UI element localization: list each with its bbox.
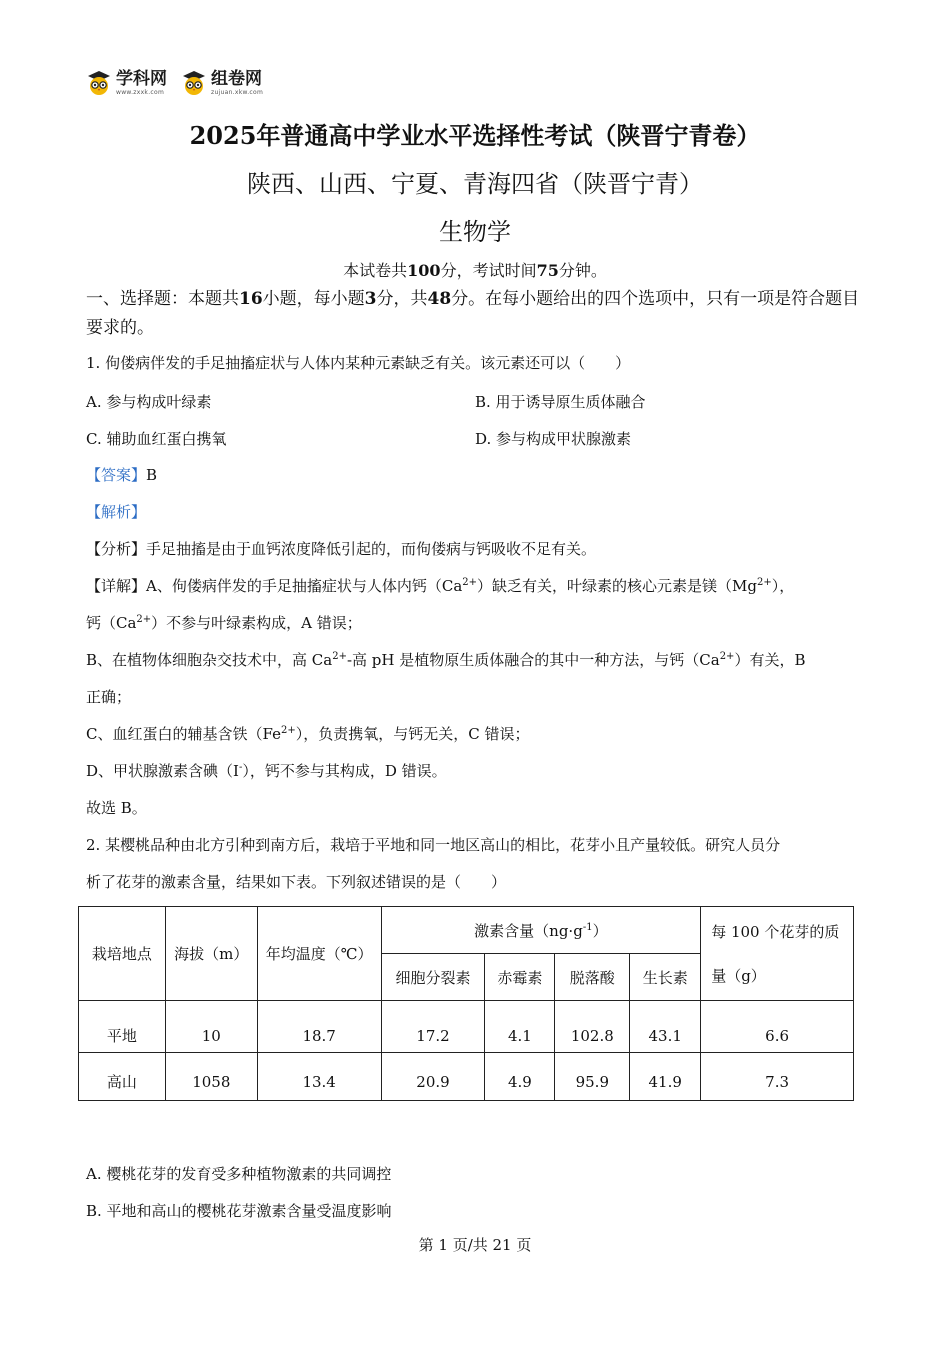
subject-title: 生物学 bbox=[439, 218, 511, 246]
detail-text: A、佝偻病伴发的手足抽搐症状与人体内钙（Ca bbox=[146, 577, 463, 595]
table-cell: 6.6 bbox=[701, 1001, 854, 1053]
table-cell: 95.9 bbox=[555, 1053, 630, 1101]
subheader-gibberellin: 赤霉素 bbox=[485, 954, 555, 1001]
fenxi-text: 手足抽搐是由于血钙浓度降低引起的，而佝偻病与钙吸收不足有关。 bbox=[146, 540, 597, 558]
q1-detail-line5 bbox=[86, 716, 866, 753]
q1-detail-line3 bbox=[86, 642, 876, 679]
superscript: - bbox=[238, 762, 243, 773]
header-mass-line2: 量（g） bbox=[711, 966, 766, 985]
title-rest: 年普通高中学业水平选择性考试（陕晋宁青卷） bbox=[256, 121, 761, 150]
owl-icon bbox=[181, 70, 207, 96]
subheader-abscisic-acid: 脱落酸 bbox=[555, 954, 630, 1001]
q1-option-b: B. 用于诱导原生质体融合 bbox=[475, 393, 646, 411]
logo-sub-text: www.zxxk.com bbox=[116, 88, 165, 96]
q1-conclusion: 故选 B。 bbox=[86, 799, 147, 817]
superscript: 2+ bbox=[719, 651, 735, 662]
answer-tag: 【答案】 bbox=[86, 466, 147, 484]
detail-tag: 【详解】 bbox=[86, 577, 147, 595]
q2-option-b: B. 平地和高山的樱桃花芽激素含量受温度影响 bbox=[86, 1202, 392, 1220]
q2-stem-line1: 2. 某樱桃品种由北方引种到南方后，栽培于平地和同一地区高山的相比，花芽小且产量较低。研究人员分 bbox=[86, 836, 781, 854]
q2-stem-line2: 析了花芽的激素含量，结果如下表。下列叙述错误的是（ ） bbox=[86, 873, 507, 891]
hormone-table bbox=[78, 906, 854, 1101]
q1-option-d: D. 参与构成甲状腺激素 bbox=[475, 430, 632, 448]
detail-text: ），负责携氧，与钙无关，C 错误； bbox=[295, 725, 530, 743]
table-header-row bbox=[79, 907, 854, 954]
fenxi-tag: 【分析】 bbox=[86, 540, 147, 558]
info-text: 分，考试时间 bbox=[440, 261, 537, 280]
table-row bbox=[79, 1053, 854, 1101]
superscript: 2+ bbox=[332, 651, 347, 662]
intro-text: 分，共 bbox=[376, 289, 428, 309]
info-text: 本试卷共 bbox=[343, 261, 408, 280]
intro-text: 小题，每小题 bbox=[262, 289, 365, 309]
table-cell: 43.1 bbox=[630, 1001, 701, 1053]
table-cell: 41.9 bbox=[630, 1053, 701, 1101]
table-row bbox=[79, 1001, 854, 1053]
xueke-logo bbox=[86, 70, 167, 96]
exam-title bbox=[0, 116, 950, 151]
exam-info bbox=[0, 258, 950, 281]
section-intro bbox=[86, 285, 866, 343]
detail-text: ），钙不参与其构成，D 错误。 bbox=[242, 762, 447, 780]
q1-detail-line2 bbox=[86, 605, 866, 642]
q2-option-a: A. 樱桃花芽的发育受多种植物激素的共同调控 bbox=[86, 1165, 392, 1183]
logo-sub-text: zujuan.xkw.com bbox=[211, 88, 264, 96]
owl-icon bbox=[86, 70, 112, 96]
header-mass bbox=[701, 907, 854, 1001]
q1-detail-line1 bbox=[86, 568, 876, 605]
points-each: 3 bbox=[364, 289, 377, 309]
header-mass-line1: 每 100 个花芽的质 bbox=[711, 922, 840, 941]
logo-row bbox=[86, 70, 263, 96]
q1-stem: 1. 佝偻病伴发的手足抽搐症状与人体内某种元素缺乏有关。该元素还可以（ ） bbox=[86, 354, 631, 372]
superscript: 2+ bbox=[757, 577, 772, 588]
exam-subtitle: 陕西、山西、宁夏、青海四省（陕晋宁青） bbox=[247, 170, 703, 198]
answer-value: B bbox=[146, 466, 158, 484]
total-score: 100 bbox=[407, 261, 441, 280]
q1-detail-line6 bbox=[86, 753, 866, 790]
table-cell: 7.3 bbox=[701, 1053, 854, 1101]
superscript: 2+ bbox=[462, 577, 478, 588]
subheader-cytokinin: 细胞分裂素 bbox=[381, 954, 485, 1001]
subheader-auxin: 生长素 bbox=[630, 954, 701, 1001]
zujuan-logo bbox=[181, 70, 263, 96]
detail-text: ）有关，B bbox=[734, 651, 806, 669]
q1-fenxi bbox=[86, 531, 866, 568]
title-year: 2025 bbox=[189, 121, 257, 150]
header-hormone-text: 激素含量（ng·g bbox=[474, 921, 583, 940]
detail-text: ）不参与叶绿素构成，A 错误； bbox=[151, 614, 362, 632]
detail-text: 钙（Ca bbox=[86, 614, 137, 632]
header-hormone-text: ） bbox=[592, 921, 608, 940]
table-cell: 平地 bbox=[79, 1001, 166, 1053]
q1-option-c: C. 辅助血红蛋白携氧 bbox=[86, 430, 227, 448]
table-cell: 20.9 bbox=[381, 1053, 485, 1101]
analysis-tag: 【解析】 bbox=[86, 503, 147, 521]
table-cell: 10 bbox=[165, 1001, 257, 1053]
q1-answer bbox=[86, 457, 866, 494]
detail-text: ）缺乏有关，叶绿素的核心元素是镁（Mg bbox=[477, 577, 757, 595]
table-cell: 13.4 bbox=[257, 1053, 381, 1101]
question-count: 16 bbox=[239, 289, 263, 309]
detail-text: B、在植物体细胞杂交技术中，高 Ca bbox=[86, 651, 333, 669]
superscript: 2+ bbox=[136, 614, 152, 625]
q1-option-a: A. 参与构成叶绿素 bbox=[86, 393, 212, 411]
header-hormone bbox=[381, 907, 701, 954]
table-cell: 17.2 bbox=[381, 1001, 485, 1053]
table-cell: 18.7 bbox=[257, 1001, 381, 1053]
header-altitude: 海拔（m） bbox=[165, 907, 257, 1001]
info-text: 分钟。 bbox=[558, 261, 607, 280]
intro-text: 分。在每小题给出的四个选项中，只有一项是符合题目要求的。 bbox=[86, 289, 860, 338]
q1-detail-line4: 正确； bbox=[86, 688, 132, 706]
table-cell: 1058 bbox=[165, 1053, 257, 1101]
logo-main-text: 学科网 bbox=[116, 68, 167, 89]
detail-text: ）， bbox=[771, 577, 795, 595]
intro-text: 一、选择题：本题共 bbox=[86, 289, 239, 309]
table-cell: 4.9 bbox=[485, 1053, 555, 1101]
exam-time: 75 bbox=[536, 261, 559, 280]
detail-text: C、血红蛋白的辅基含铁（Fe bbox=[86, 725, 281, 743]
header-site: 栽培地点 bbox=[79, 907, 166, 1001]
superscript: -1 bbox=[582, 921, 593, 933]
header-temperature: 年均温度（℃） bbox=[257, 907, 381, 1001]
points-total: 48 bbox=[427, 289, 452, 309]
superscript: 2+ bbox=[280, 725, 296, 736]
table-cell: 4.1 bbox=[485, 1001, 555, 1053]
table-cell: 102.8 bbox=[555, 1001, 630, 1053]
table-cell: 高山 bbox=[79, 1053, 166, 1101]
detail-text: D、甲状腺激素含碘（I bbox=[86, 762, 239, 780]
detail-text: -高 pH 是植物原生质体融合的其中一种方法，与钙（Ca bbox=[346, 651, 720, 669]
page-footer: 第 1 页/共 21 页 bbox=[418, 1236, 532, 1254]
logo-main-text: 组卷网 bbox=[211, 68, 262, 89]
